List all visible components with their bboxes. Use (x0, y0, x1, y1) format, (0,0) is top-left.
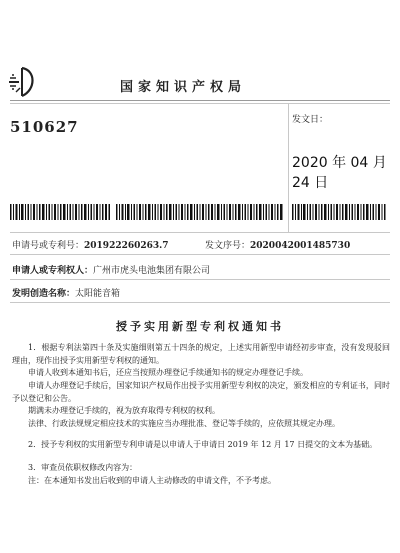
sent-date-stamp: 2020 年 04 月 24 日 (292, 155, 387, 191)
body-paragraph-4: 期满未办理登记手续的，视为放弃取得专利权的权利。 (28, 406, 220, 415)
applicant-label: 申请人或专利权人： (12, 266, 94, 276)
row-divider (10, 302, 390, 303)
postcode: 510627 (10, 118, 79, 136)
serial-number-field (205, 238, 350, 251)
body-paragraph-1: 1．根据专利法第四十条及实施细则第五十四条的规定，上述实用新型申请经初步审查，没有发现驳回理由，现作出授予实用新型专利权的通知。 (12, 343, 390, 365)
header-divider (10, 100, 390, 101)
cnipa-logo-icon (6, 66, 38, 98)
barcode-left (10, 204, 110, 220)
applicant-name: 广州市虎头电池集团有限公司 (93, 266, 211, 276)
invention-title-field (12, 286, 120, 299)
serial-number-label: 发文序号： (205, 241, 251, 251)
body-paragraph-6: 2．授予专利权的实用新型专利申请是以申请人于申请日 2019 年 12 月 17 日提交的文本为基础。 (28, 440, 378, 449)
row-divider (10, 254, 390, 255)
row-divider (10, 279, 390, 280)
body-paragraph-2: 申请人收到本通知书后，还应当按照办理登记手续通知书的规定办理登记手续。 (28, 368, 308, 377)
application-number-field (12, 238, 169, 251)
barcode-right (292, 204, 388, 220)
application-number-label: 申请号或专利号： (12, 241, 85, 251)
body-paragraph-5: 法律、行政法规规定相应技术的实施应当办理批准、登记等手续的，应依照其规定办理。 (28, 419, 340, 428)
body-paragraph-8: 注：在本通知书发出后收到的申请人主动修改的申请文件，不予考虑。 (28, 476, 276, 485)
serial-number: 2020042001485730 (250, 241, 351, 251)
barcode-middle (116, 204, 284, 220)
notice-title: 授予实用新型专利权通知书 (116, 320, 284, 333)
body-paragraph-7: 3．审查员依职权修改内容为： (28, 463, 138, 472)
invention-title-label: 发明创造名称： (12, 289, 76, 299)
applicant-field (12, 263, 210, 276)
row-divider (10, 232, 390, 233)
office-name: 国家知识产权局 (120, 80, 247, 95)
header-divider-secondary (10, 103, 390, 104)
application-number: 201922260263.7 (84, 241, 169, 251)
invention-title: 太阳能音箱 (75, 289, 121, 299)
header-vertical-divider (288, 104, 289, 232)
sent-date-label: 发文日： (292, 115, 329, 125)
body-paragraph-3: 申请人办理登记手续后，国家知识产权局作出授予实用新型专利权的决定，颁发相应的专利证书，同时予以登记和公告。 (12, 381, 390, 403)
